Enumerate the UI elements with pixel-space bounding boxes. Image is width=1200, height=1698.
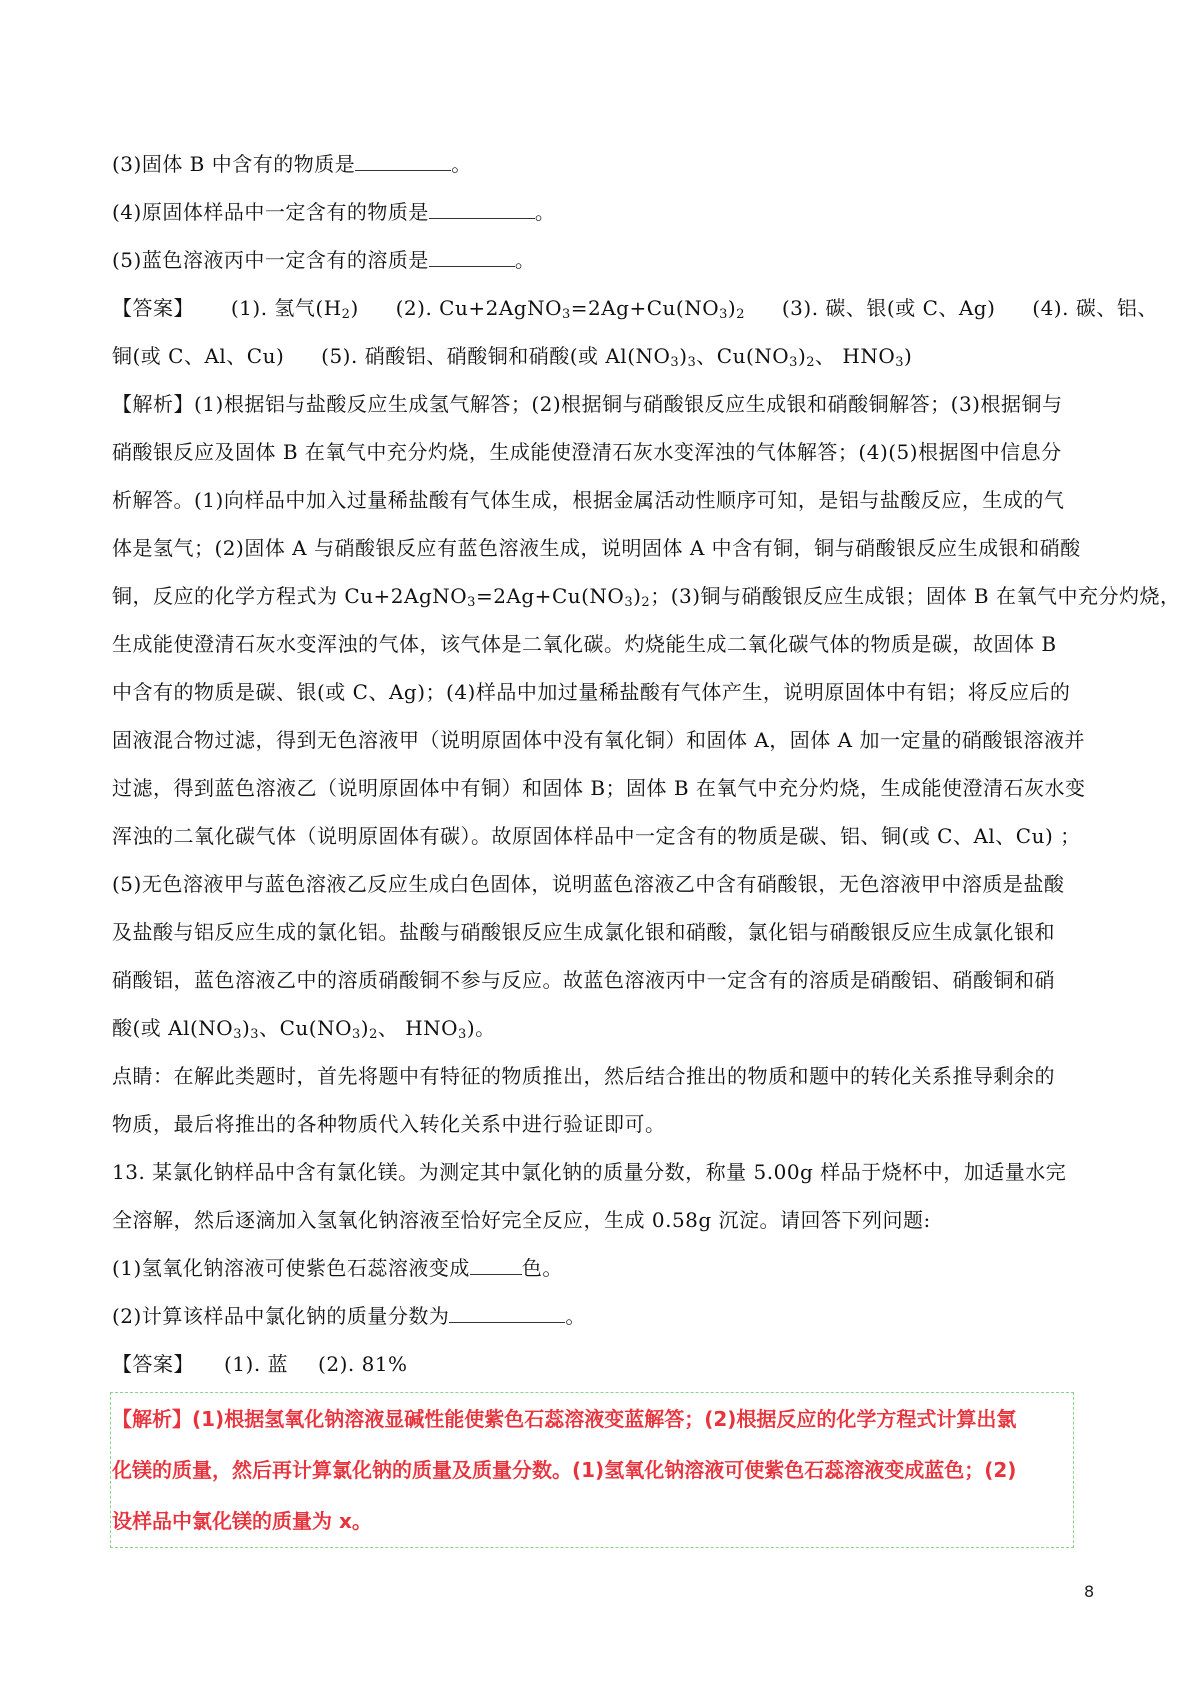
q12-analysis-line: 固液混合物过滤，得到无色溶液甲（说明原固体中没有氧化铜）和固体 A，固体 A 加一定量的硝酸银溶液并: [112, 728, 1085, 752]
document-body: [112, 140, 1181, 1388]
q13-analysis-line: 化镁的质量，然后再计算氯化钠的质量及质量分数。(1)氢氧化钠溶液可使紫色石蕊溶液变成蓝色；(2): [112, 1458, 1017, 1482]
q12-analysis-line: 过滤，得到蓝色溶液乙（说明原固体中有铜）和固体 B；固体 B 在氧气中充分灼烧，生成能使澄清石灰水变: [112, 776, 1086, 800]
q13-answer: 【答案】 (1). 蓝 (2). 81%: [112, 1352, 408, 1376]
q13-analysis-line: 设样品中氯化镁的质量为 x。: [112, 1509, 372, 1533]
tip-line: 物质，最后将推出的各种物质代入转化关系中进行验证即可。: [112, 1112, 666, 1136]
q12-analysis-line: 酸(或 $Al(NO_3)_3$、$Cu(NO_3)_2$、 $HNO_3$)。: [112, 1016, 496, 1042]
q13-subquestion-1: (1)氢氧化钠溶液可使紫色石蕊溶液变成 色。: [112, 1256, 563, 1280]
answer-blank: [470, 1256, 522, 1275]
q12-answer-line-2: 铜(或 C、Al、Cu) (5). 硝酸铝、硝酸铜和硝酸(或 $Al(NO_3)_3$、$Cu(NO_3)_2$、 $HNO_3$): [112, 344, 913, 370]
q12-analysis-line: 浑浊的二氧化碳气体（说明原固体有碳）。故原固体样品中一定含有的物质是碳、铝、铜(或 C、Al、Cu) ；: [112, 824, 1081, 848]
q12-subquestion-5: (5)蓝色溶液丙中一定含有的溶质是 。: [112, 248, 536, 272]
q13-analysis: [112, 1394, 1072, 1547]
q13-stem-line: 全溶解，然后逐滴加入氢氧化钠溶液至恰好完全反应，生成 0.58g 沉淀。请回答下列问题:: [112, 1208, 931, 1232]
q13-stem-line: 13. 某氯化钠样品中含有氯化镁。为测定其中氯化钠的质量分数，称量 5.00g 样品于烧杯中，加适量水完: [112, 1160, 1067, 1184]
q12-analysis-line: 及盐酸与铝反应生成的氯化铝。盐酸与硝酸银反应生成氯化银和硝酸，氯化铝与硝酸银反应生成氯化银和: [112, 920, 1055, 944]
q12-analysis-line: 硝酸铝，蓝色溶液乙中的溶质硝酸铜不参与反应。故蓝色溶液丙中一定含有的溶质是硝酸铝、硝酸铜和硝: [112, 968, 1055, 992]
q13-analysis-line: 【解析】(1)根据氢氧化钠溶液显碱性能使紫色石蕊溶液变蓝解答；(2)根据反应的化学方程式计算出氯: [112, 1407, 1017, 1431]
page-number: 8: [1084, 1582, 1095, 1601]
q12-analysis-line: 体是氢气；(2)固体 A 与硝酸银反应有蓝色溶液生成，说明固体 A 中含有铜，铜与硝酸银反应生成银和硝酸: [112, 536, 1081, 560]
answer-label: 【答案】: [112, 1352, 194, 1376]
q12-analysis-line: 【解析】(1)根据铝与盐酸反应生成氢气解答；(2)根据铜与硝酸银反应生成银和硝酸铜解答；(3)根据铜与: [112, 392, 1063, 416]
q12-subquestion-4: (4)原固体样品中一定含有的物质是 。: [112, 200, 556, 224]
tip-line: 点睛：在解此类题时，首先将题中有特征的物质推出，然后结合推出的物质和题中的转化关系推导剩余的: [112, 1064, 1055, 1088]
q13-subquestion-2: (2)计算该样品中氯化钠的质量分数为 。: [112, 1304, 586, 1328]
answer-blank: [429, 248, 515, 267]
q12-analysis-line: (5)无色溶液甲与蓝色溶液乙反应生成白色固体，说明蓝色溶液乙中含有硝酸银，无色溶液甲中溶质是盐酸: [112, 872, 1065, 896]
answer-label: 【答案】: [112, 296, 194, 320]
answer-blank: [355, 152, 451, 171]
q12-analysis-line: 中含有的物质是碳、银(或 C、Ag)；(4)样品中加过量稀盐酸有气体产生，说明原固体中有铝；将反应后的: [112, 680, 1071, 704]
answer-blank: [449, 1304, 565, 1323]
answer-blank: [429, 200, 535, 219]
q12-answer-line-1: 【答案】 (1). 氢气$(H_2)$ (2). $Cu+2AgNO_3=2Ag+Cu(NO_3)_2$ (3). 碳、银(或 C、Ag) (4). 碳、铝、: [112, 296, 1158, 322]
q12-subquestion-3: (3)固体 B 中含有的物质是 。: [112, 152, 472, 176]
q12-analysis-line: 硝酸银反应及固体 B 在氧气中充分灼烧，生成能使澄清石灰水变浑浊的气体解答；(4)(5)根据图中信息分: [112, 440, 1062, 464]
q12-analysis-line: 生成能使澄清石灰水变浑浊的气体，该气体是二氧化碳。灼烧能生成二氧化碳气体的物质是碳，故固体 B: [112, 632, 1057, 656]
q12-analysis-line: 铜，反应的化学方程式为 $Cu+2AgNO_3=2Ag+Cu(NO_3)_2$；(3)铜与硝酸银反应生成银；固体 B 在氧气中充分灼烧，: [112, 584, 1181, 610]
q12-analysis-line: 析解答。(1)向样品中加入过量稀盐酸有气体生成，根据金属活动性顺序可知，是铝与盐酸反应，生成的气: [112, 488, 1065, 512]
